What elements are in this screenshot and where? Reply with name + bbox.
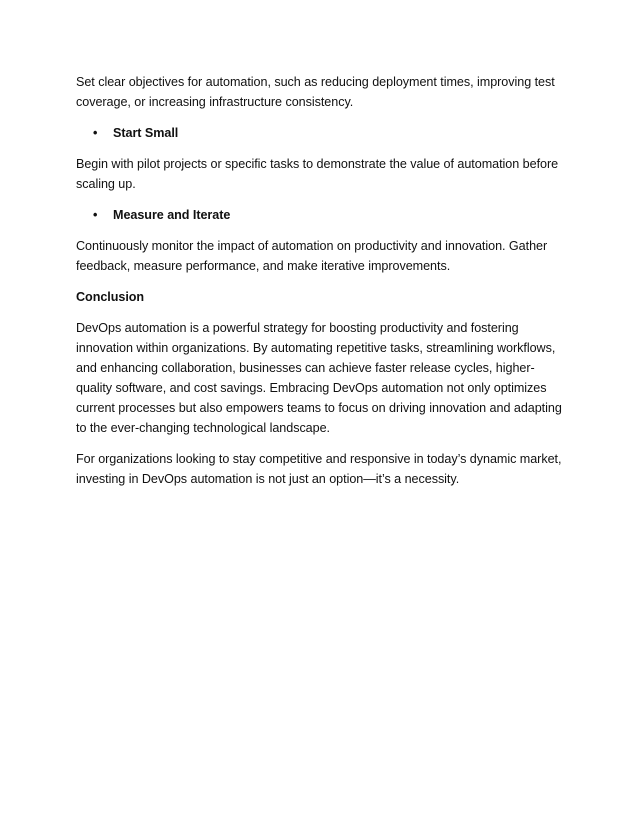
closing-paragraph: For organizations looking to stay competitive and responsive in today’s dynamic market, investing in DevOps automation is not just an option—it’s a necessity. (76, 452, 562, 486)
start-small-paragraph: Begin with pilot projects or specific tasks to demonstrate the value of automation before scaling up. (76, 157, 559, 191)
objectives-paragraph: Set clear objectives for automation, such as reducing deployment times, improving test coverage, or increasing infrastructure consistency. (76, 75, 555, 109)
bullet-icon: • (93, 126, 98, 140)
conclusion-heading: Conclusion (76, 290, 145, 304)
bullet-item-measure-iterate (76, 205, 566, 225)
conclusion-paragraph: DevOps automation is a powerful strategy for boosting productivity and fostering innovation within organizations. By automating repetitive tasks, streamlining workflows, and enhancing collaboration, businesses can achieve faster release cycles, higher-quality software, and cost savings. Embracing DevOps automation not only optimizes current processes but also empowers teams to focus on driving innovation and adapting to the ever-changing technological landscape. (76, 321, 562, 435)
bullet-label: Measure and Iterate (113, 208, 231, 222)
measure-iterate-paragraph: Continuously monitor the impact of automation on productivity and innovation. Gather feedback, measure performance, and make iterative improvements. (76, 239, 548, 273)
bullet-item-start-small (76, 123, 566, 143)
bullet-icon: • (93, 208, 98, 222)
bullet-label: Start Small (113, 126, 179, 140)
document-page (76, 72, 566, 500)
